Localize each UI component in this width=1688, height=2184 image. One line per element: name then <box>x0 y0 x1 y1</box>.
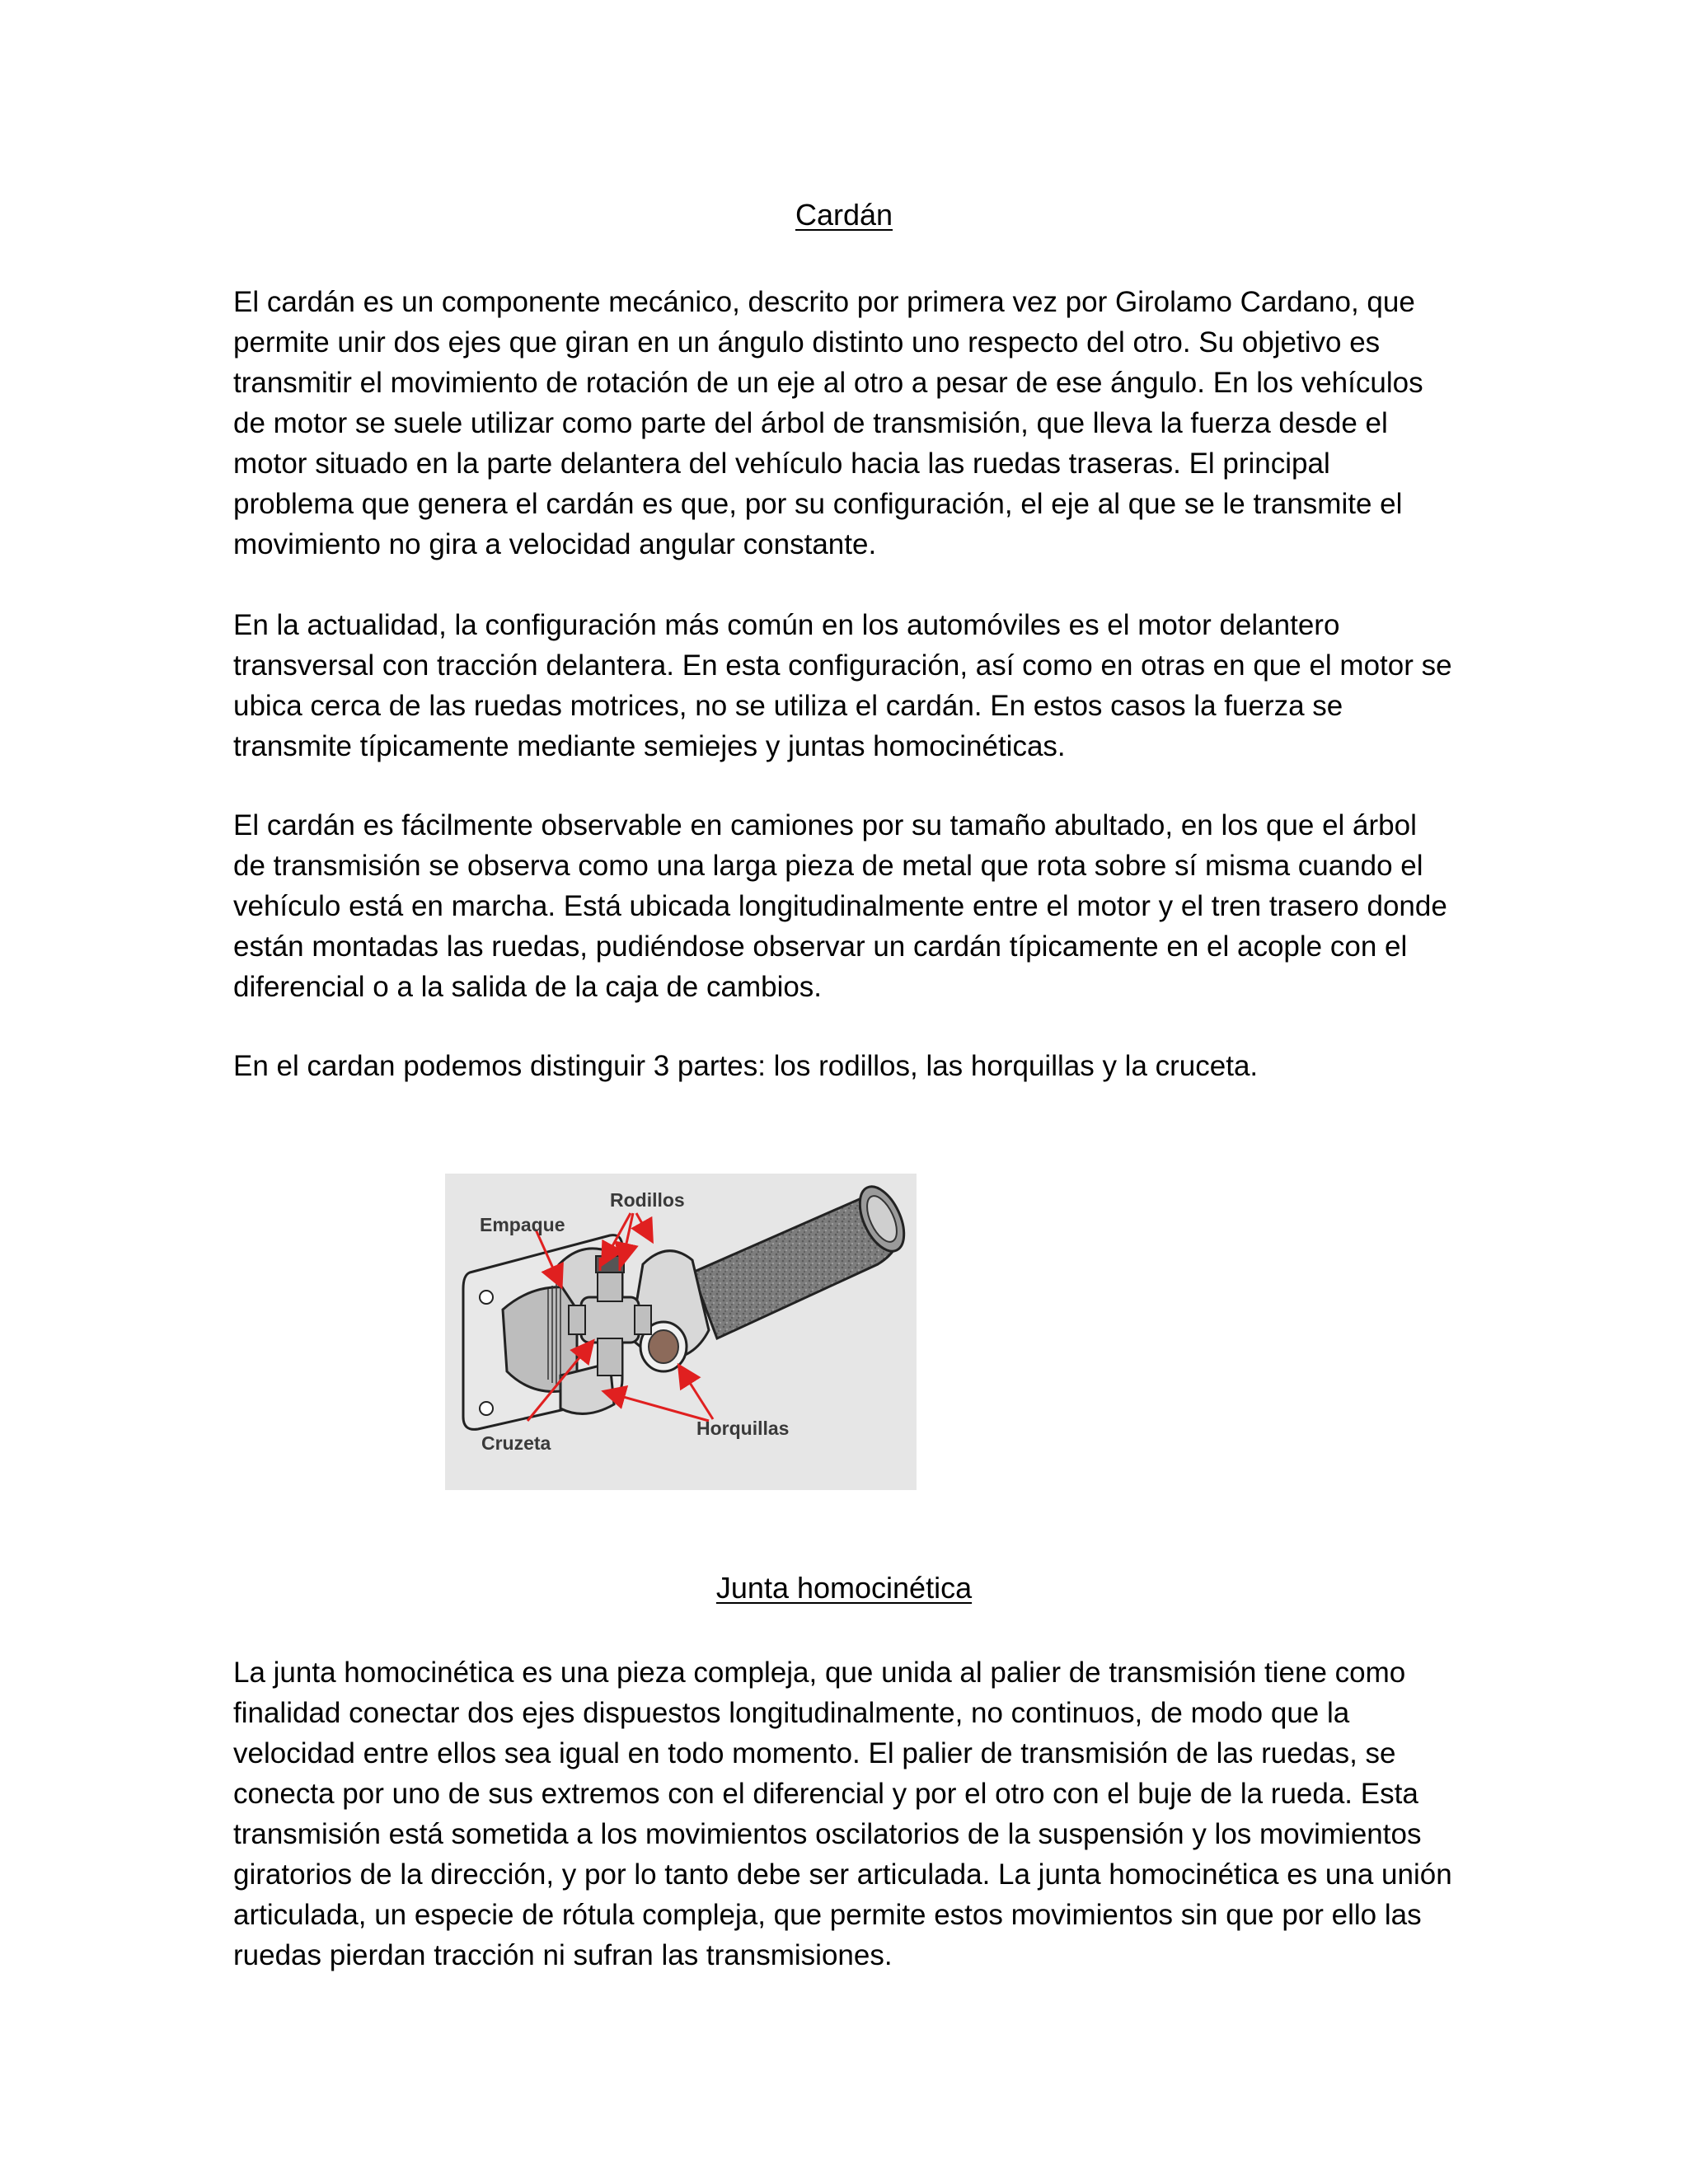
label-rodillos: Rodillos <box>610 1189 685 1211</box>
label-empaque: Empaque <box>480 1214 565 1235</box>
paragraph-cardan-3: El cardán es fácilmente observable en camiones por su tamaño abultado, en los que el árbol de transmisión se observa como una larga pieza de metal que rota sobre sí misma cuando el vehículo está en marcha. Está ubicada longitudinalmente entre el motor y el tren trasero donde están montadas las ruedas, pudiéndose observar un cardán típicamente en el acople con el diferencial o a la salida de la caja de cambios. <box>233 809 1447 1003</box>
paragraph-cardan-4: En el cardan podemos distinguir 3 partes: los rodillos, las horquillas y la cruceta. <box>233 1050 1259 1082</box>
section-title-cardan: Cardán <box>795 198 893 232</box>
drive-shaft <box>692 1180 913 1338</box>
label-cruzeta: Cruzeta <box>481 1432 551 1454</box>
paragraph-junta-1: La junta homocinética es una pieza compleja, que unida al palier de transmisión tiene como finalidad conectar dos ejes dispuestos longitudinalmente, no continuos, de modo que la velocidad entre ellos sea igual en todo momento. El palier de transmisión de las ruedas, se conecta por uno de sus extremos con el diferencial y por el otro con el buje de la rueda. Esta transmisión está sometida a los movimientos oscilatorios de la suspensión y los movimientos giratorios de la dirección, y por lo tanto debe ser articulada. La junta homocinética es una unión articulada, un especie de rótula compleja, que permite estos movimientos sin que por ello las ruedas pierdan tracción ni sufran las transmisiones. <box>233 1657 1452 1971</box>
label-horquillas: Horquillas <box>696 1418 790 1439</box>
section-title-junta-homocinetica: Junta homocinética <box>715 1571 973 1605</box>
paragraph-cardan-1: El cardán es un componente mecánico, descrito por primera vez por Girolamo Cardano, que permite unir dos ejes que giran en un ángulo distinto uno respecto del otro. Su objetivo es transmitir el movimiento de rotación de un eje al otro a pesar de ese ángulo. En los vehículos de motor se suele utilizar como parte del árbol de transmisión, que lleva la fuerza desde el motor situado en la parte delantera del vehículo hacia las ruedas traseras. El principal problema que genera el cardán es que, por su configuración, el eje al que se le transmite el movimiento no gira a velocidad angular constante. <box>233 286 1423 560</box>
paragraph-cardan-2: En la actualidad, la configuración más común en los automóviles es el motor delantero transversal con tracción delantera. En esta configuración, así como en otras en que el motor se ubica cerca de las ruedas motrices, no se utiliza el cardán. En estos casos la fuerza se transmite típicamente mediante semiejes y juntas homocinéticas. <box>233 609 1452 762</box>
cardan-diagram <box>445 1174 917 1490</box>
